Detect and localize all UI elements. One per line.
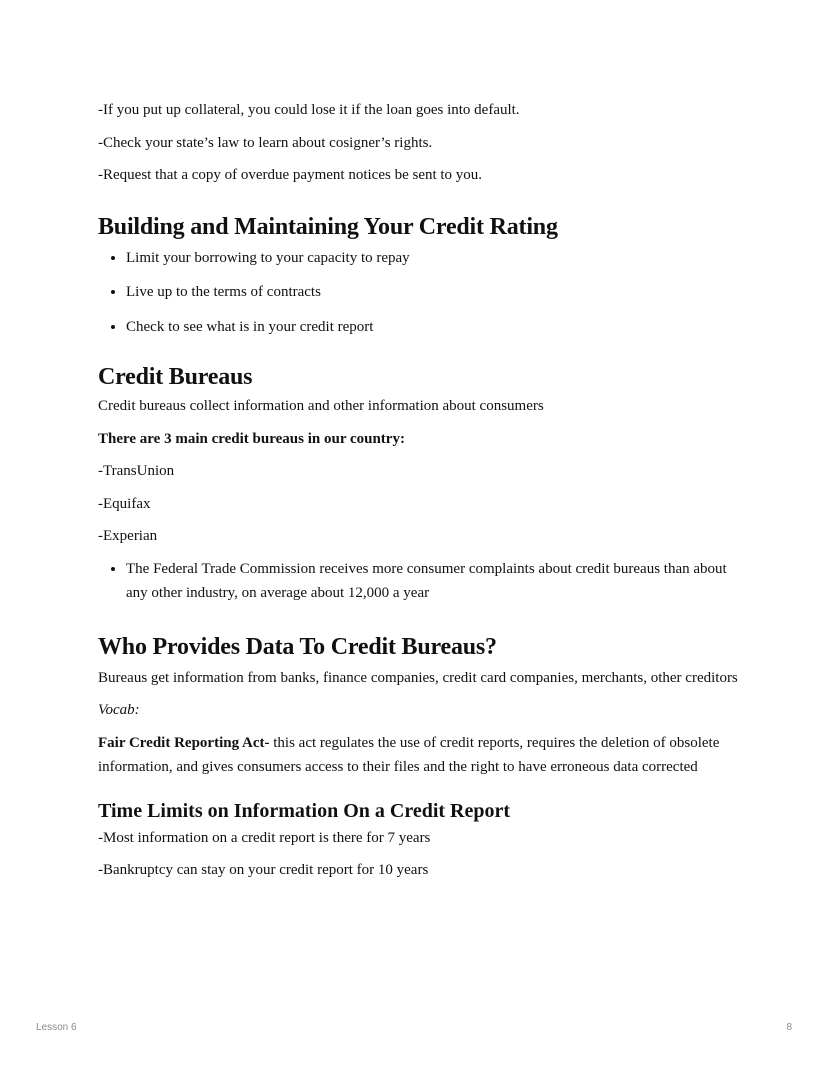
time-limit-line: -Bankruptcy can stay on your credit report for 10 years [98, 862, 429, 878]
bureau-name: -TransUnion [98, 463, 175, 479]
footer-page-number: 8 [786, 1022, 792, 1033]
building-bullet-list [98, 246, 738, 340]
vocab-definition [98, 731, 738, 780]
vocab-term-definition: this act regulates the use of credit reports, requires the deletion of obsolete information, and gives consumers access to their files and the right to have erroneous data corrected [98, 734, 720, 775]
section-heading-building: Building and Maintaining Your Credit Rating [98, 213, 558, 240]
intro-line: -Request that a copy of overdue payment notices be sent to you. [98, 167, 483, 183]
bureaus-bullet-list [98, 557, 738, 606]
bureau-name: -Equifax [98, 495, 151, 512]
vocab-label: Vocab: [98, 702, 140, 718]
list-item: • The Federal Trade Commission receives more consumer complaints about credit bureaus than about any other industry, on average about 12,000 a year [126, 557, 738, 606]
vocab-term: Fair Credit Reporting Act- [98, 734, 270, 751]
bureau-name: -Experian [98, 528, 158, 544]
bureaus-count-line: There are 3 main credit bureaus in our country: [98, 430, 405, 447]
intro-line: -If you put up collateral, you could lose it if the loan goes into default. [98, 102, 520, 118]
providers-text: Bureaus get information from banks, finance companies, credit card companies, merchants, other creditors [98, 669, 738, 686]
bureaus-intro: Credit bureaus collect information and other information about consumers [98, 398, 544, 414]
intro-line: -Check your state’s law to learn about cosigner’s rights. [98, 134, 433, 151]
footer-lesson-label: Lesson 6 [36, 1022, 77, 1033]
time-limit-line: -Most information on a credit report is there for 7 years [98, 829, 431, 846]
list-item: • Live up to the terms of contracts [126, 280, 738, 305]
list-item: • Limit your borrowing to your capacity to repay [126, 246, 738, 271]
list-item: • Check to see what is in your credit report [126, 315, 738, 340]
section-heading-providers: Who Provides Data To Credit Bureaus? [98, 633, 497, 660]
page-content [98, 98, 738, 883]
section-heading-time-limits: Time Limits on Information On a Credit Report [98, 799, 511, 822]
section-heading-bureaus: Credit Bureaus [98, 364, 253, 390]
